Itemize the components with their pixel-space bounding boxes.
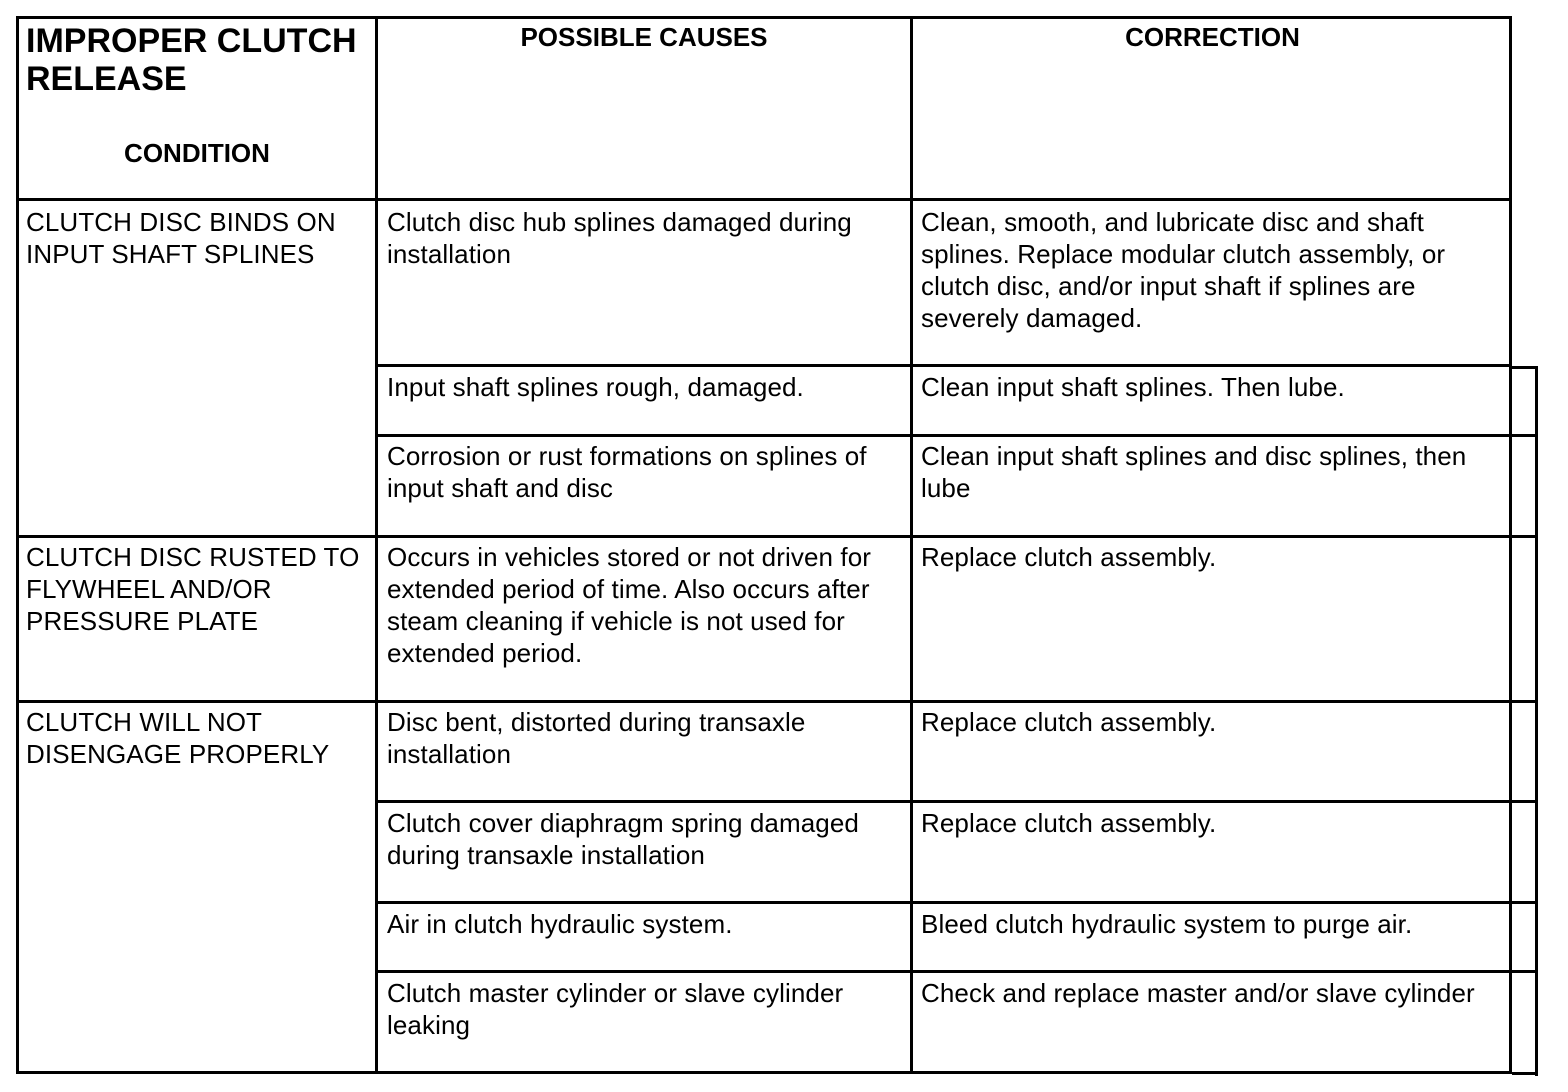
strip-tick (1512, 1072, 1538, 1075)
causes-header: POSSIBLE CAUSES (520, 22, 768, 52)
correction-cell: Bleed clutch hydraulic system to purge air. (921, 909, 1413, 939)
strip-tick (1512, 901, 1538, 904)
row-divider (16, 535, 1512, 538)
strip-tick (1512, 800, 1538, 803)
strip-tick (1512, 700, 1538, 703)
cause-cell: Corrosion or rust formations on splines of input shaft and disc (387, 441, 867, 503)
condition-cell: CLUTCH DISC BINDS ON INPUT SHAFT SPLINES (26, 207, 336, 269)
cause-cell: Clutch master cylinder or slave cylinder leaking (387, 978, 844, 1040)
cause-cell: Air in clutch hydraulic system. (387, 909, 733, 939)
row-divider (375, 434, 1512, 437)
cause-cell: Clutch cover diaphragm spring damaged during transaxle installation (387, 808, 859, 870)
correction-header: CORRECTION (1125, 22, 1300, 52)
row-divider (16, 700, 1512, 703)
strip-tick (1512, 366, 1538, 369)
correction-cell: Replace clutch assembly. (921, 808, 1217, 838)
correction-cell: Clean input shaft splines and disc splines, then lube (921, 441, 1467, 503)
correction-cell: Replace clutch assembly. (921, 707, 1217, 737)
row-divider (375, 800, 1512, 803)
column-divider (910, 16, 913, 1074)
condition-cell: CLUTCH DISC RUSTED TO FLYWHEEL AND/OR PRESSURE PLATE (26, 542, 360, 636)
condition-header: CONDITION (124, 138, 270, 168)
correction-cell: Replace clutch assembly. (921, 542, 1217, 572)
correction-cell: Check and replace master and/or slave cylinder (921, 978, 1475, 1008)
row-divider (375, 970, 1512, 973)
cause-cell: Disc bent, distorted during transaxle installation (387, 707, 806, 769)
row-divider (16, 198, 1512, 201)
strip-tick (1512, 535, 1538, 538)
strip-tick (1512, 434, 1538, 437)
column-divider (375, 16, 378, 1074)
cause-cell: Clutch disc hub splines damaged during installation (387, 207, 852, 269)
row-divider (375, 364, 1512, 367)
cause-cell: Occurs in vehicles stored or not driven for extended period of time. Also occurs after steam cleaning if vehicle is not used for extended period. (387, 542, 872, 668)
cause-cell: Input shaft splines rough, damaged. (387, 372, 804, 402)
correction-cell: Clean, smooth, and lubricate disc and shaft splines. Replace modular clutch assembly, or clutch disc, and/or input shaft if splines are severely damaged. (921, 207, 1446, 333)
table-title: IMPROPER CLUTCH RELEASE (26, 22, 357, 98)
condition-cell: CLUTCH WILL NOT DISENGAGE PROPERLY (26, 707, 330, 769)
strip-tick (1512, 970, 1538, 973)
row-divider (375, 901, 1512, 904)
correction-cell: Clean input shaft splines. Then lube. (921, 372, 1345, 402)
